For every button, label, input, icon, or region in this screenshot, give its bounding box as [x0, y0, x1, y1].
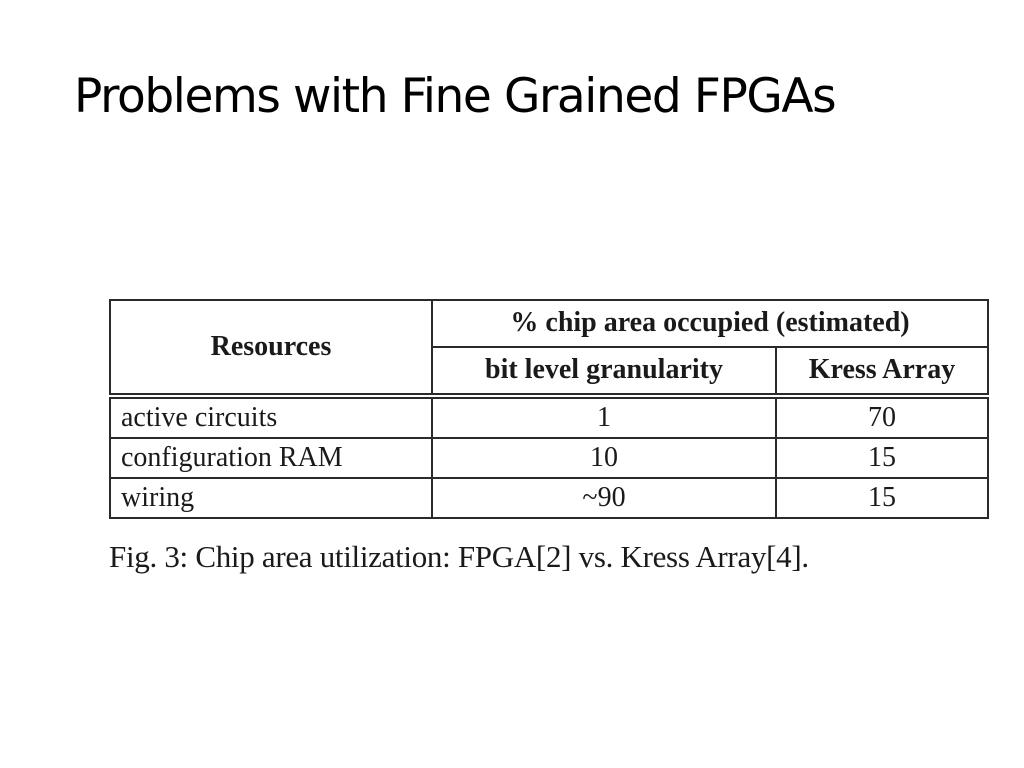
resource-cell: wiring [110, 478, 432, 518]
table-row [110, 396, 988, 438]
resources-header: Resources [110, 300, 432, 396]
kress-array-header: Kress Array [776, 347, 988, 396]
table-row [110, 438, 988, 478]
chip-area-table [109, 299, 989, 519]
table-row [110, 478, 988, 518]
kress-array-cell: 15 [776, 478, 988, 518]
bit-level-cell: ~90 [432, 478, 776, 518]
bit-level-cell: 1 [432, 396, 776, 438]
bit-level-header: bit level granularity [432, 347, 776, 396]
figure-caption: Fig. 3: Chip area utilization: FPGA[2] vs. Kress Array[4]. [109, 539, 809, 574]
figure [109, 299, 987, 575]
resource-cell: configuration RAM [110, 438, 432, 478]
bit-level-cell: 10 [432, 438, 776, 478]
table-header-row [110, 300, 988, 347]
resource-cell: active circuits [110, 396, 432, 438]
slide-title: Problems with Fine Grained FPGAs [74, 69, 836, 124]
kress-array-cell: 15 [776, 438, 988, 478]
kress-array-cell: 70 [776, 396, 988, 438]
chip-area-group-header: % chip area occupied (estimated) [432, 300, 988, 347]
